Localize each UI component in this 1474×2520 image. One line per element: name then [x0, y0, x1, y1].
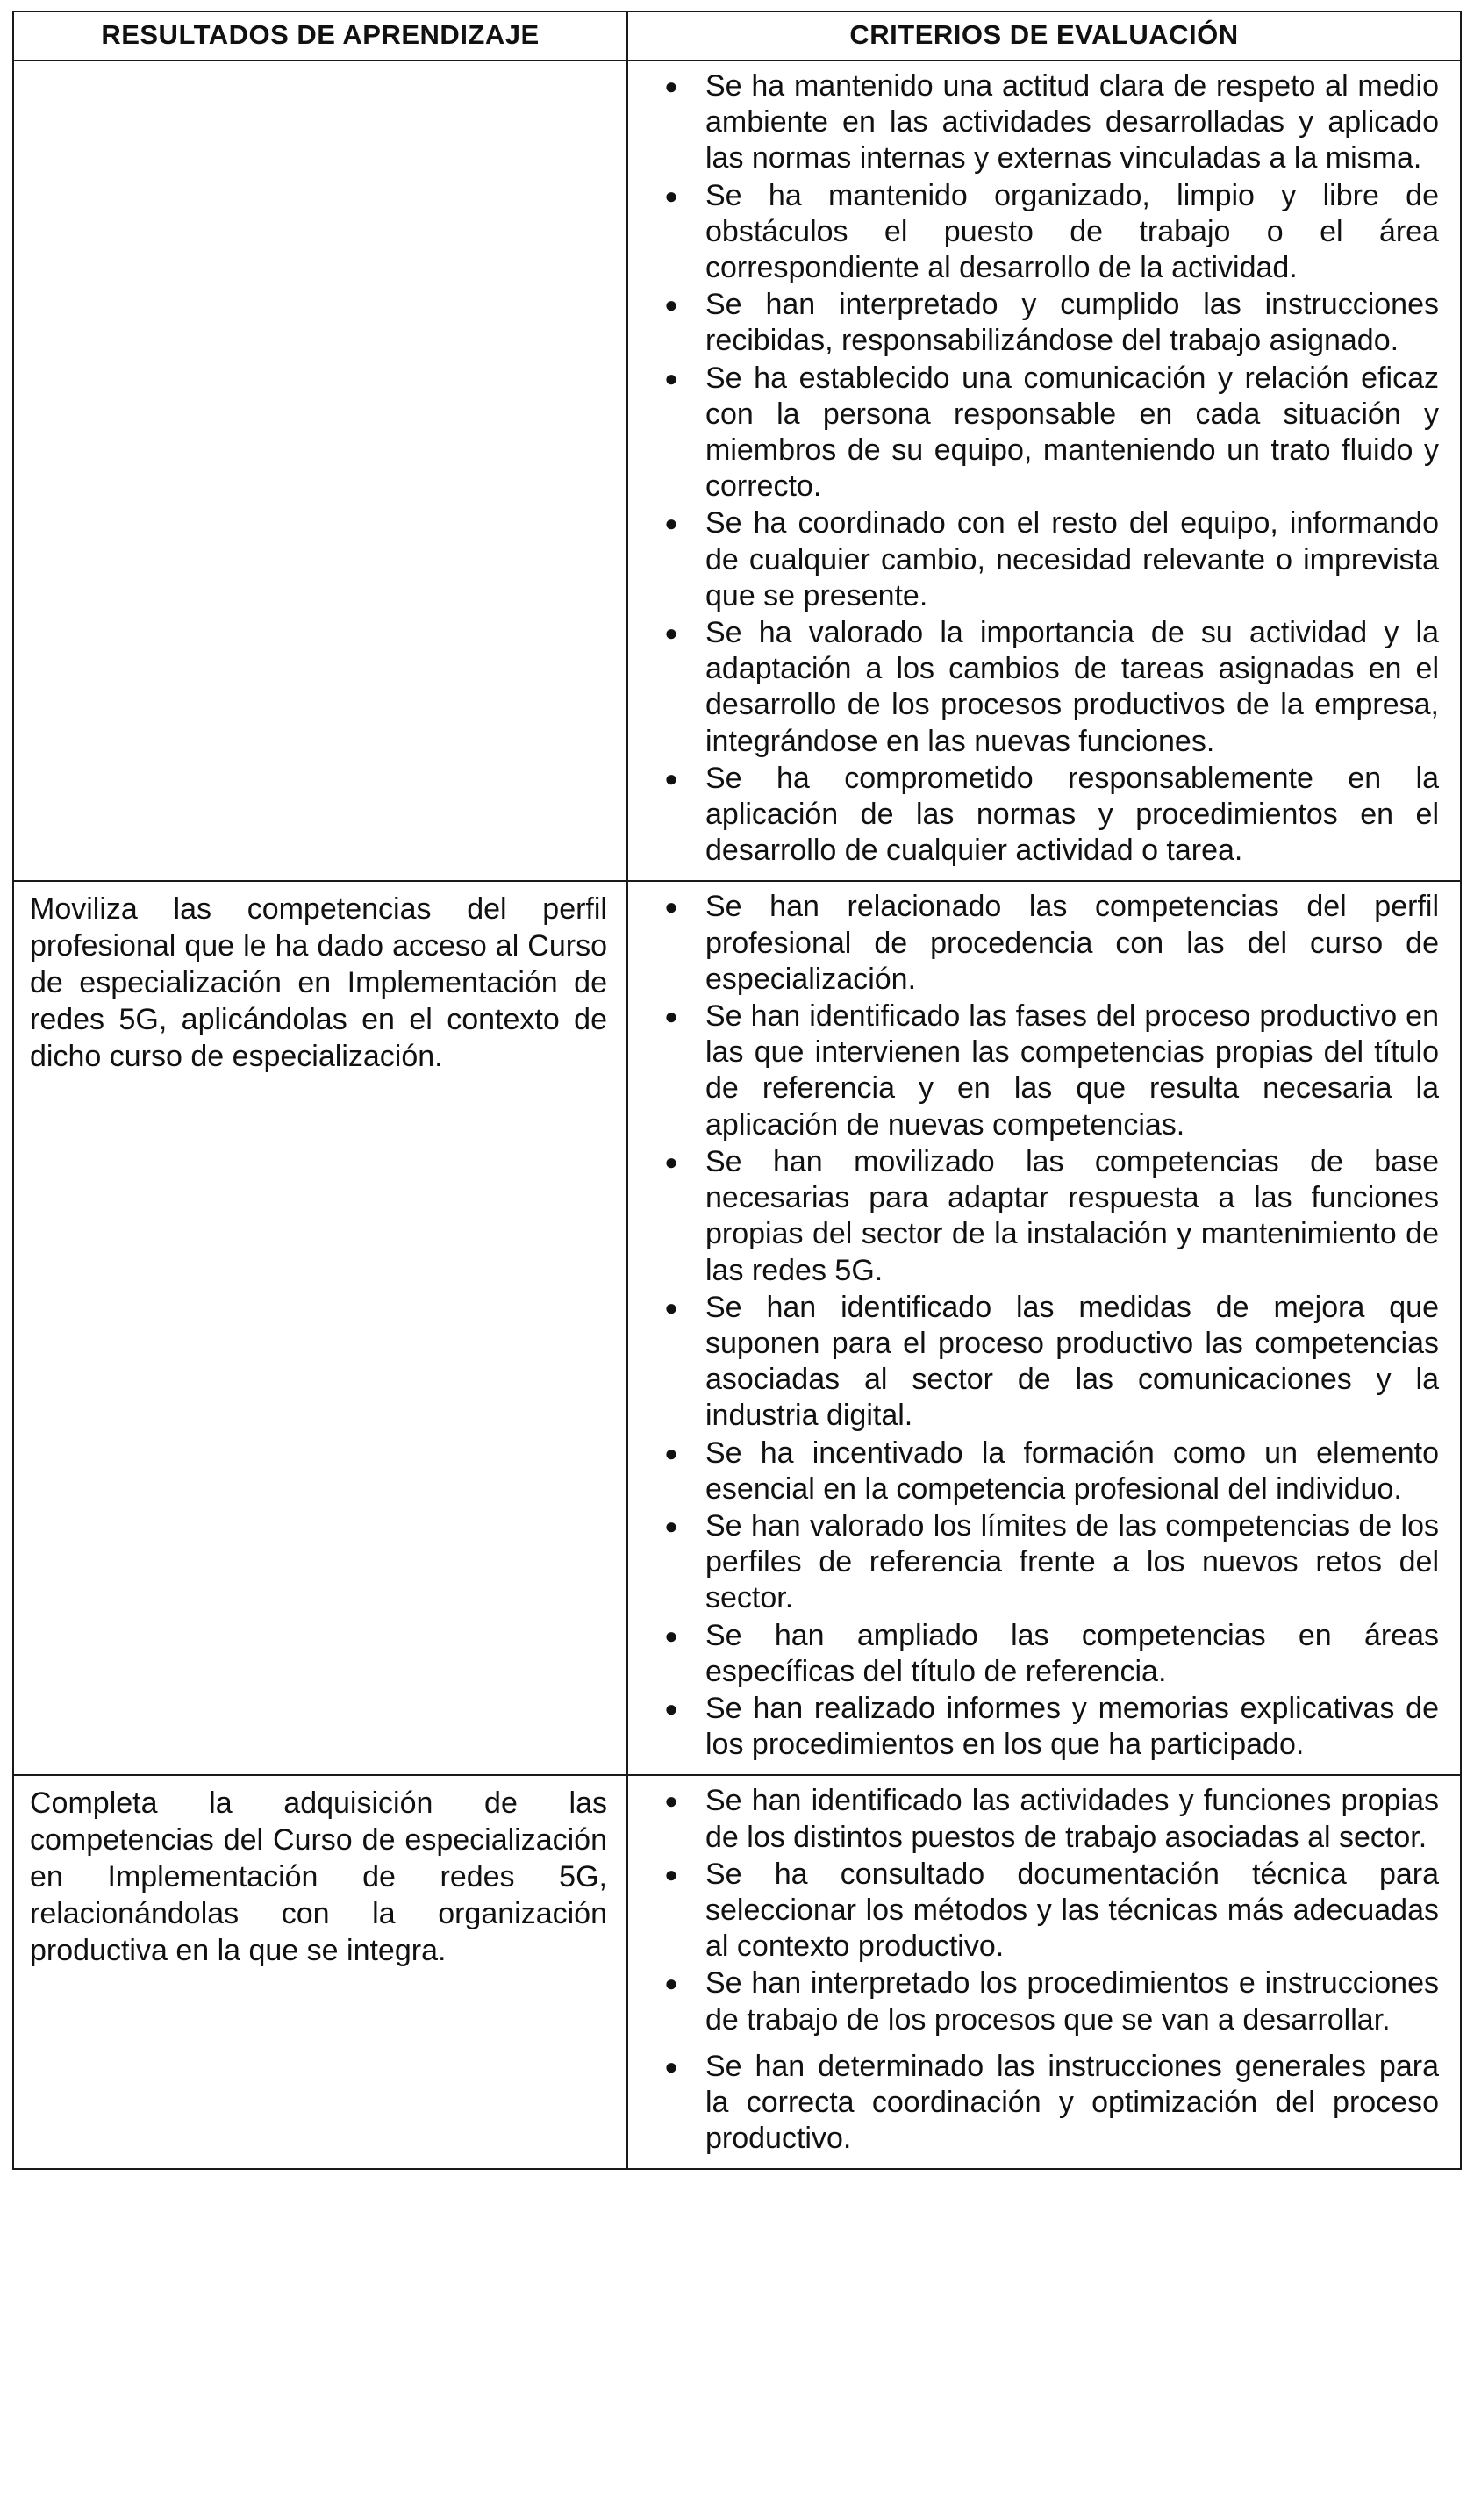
bullet-icon: ●	[664, 1622, 678, 1649]
criteria-text: Se ha comprometido responsablemente en la aplicación de las normas y procedimientos en el desarrollo de cualquier actividad o tarea.	[705, 761, 1439, 868]
bullet-icon: ●	[664, 619, 678, 647]
criteria-text: Se han identificado las actividades y funciones propias de los distintos puestos de trabajo asociadas al sector.	[705, 1784, 1439, 1854]
bullet-icon: ●	[664, 1003, 678, 1030]
criteria-text: Se han determinado las instrucciones generales para la correcta coordinación y optimización del proceso productivo.	[705, 2049, 1439, 2156]
learning-result-cell: Moviliza las competencias del perfil profesional que le ha dado acceso al Curso de especialización en Implementación de redes 5G, aplicándolas en el contexto de dicho curso de especialización.	[13, 881, 627, 1775]
criteria-text: Se ha valorado la importancia de su actividad y la adaptación a los cambios de tareas asignadas en el desarrollo de los procesos productivos de la empresa, integrándose en las nuevas funciones.	[705, 616, 1439, 758]
criteria-text: Se han ampliado las competencias en áreas específicas del título de referencia.	[705, 1618, 1439, 1688]
criteria-text: Se ha mantenido organizado, limpio y libre de obstáculos el puesto de trabajo o el área correspondiente al desarrollo de la actividad.	[705, 178, 1439, 285]
criteria-item	[640, 1783, 1439, 1855]
evaluation-criteria-table	[12, 11, 1462, 2170]
criteria-item	[640, 505, 1439, 614]
criteria-item	[640, 889, 1439, 998]
header-learning-results: RESULTADOS DE APRENDIZAJE	[13, 11, 627, 61]
bullet-icon: ●	[664, 893, 678, 920]
criteria-text: Se ha coordinado con el resto del equipo, informando de cualquier cambio, necesidad relevante o imprevista que se presente.	[705, 506, 1439, 612]
learning-result-cell: Completa la adquisición de las competencias del Curso de especialización en Implementación de redes 5G, relacionándolas con la organización productiva en la que se integra.	[13, 1775, 627, 2169]
table-row	[13, 1775, 1461, 2169]
header-evaluation-criteria: CRITERIOS DE EVALUACIÓN	[627, 11, 1461, 61]
criteria-item	[640, 1857, 1439, 1965]
bullet-icon: ●	[664, 1512, 678, 1539]
criteria-item	[640, 999, 1439, 1143]
criteria-item	[640, 2049, 1439, 2158]
criteria-item	[640, 68, 1439, 177]
bullet-icon: ●	[664, 182, 678, 209]
criteria-item	[640, 1618, 1439, 1690]
criteria-item	[640, 761, 1439, 870]
criteria-text: Se han valorado los límites de las competencias de los perfiles de referencia frente a los nuevos retos del sector.	[705, 1508, 1439, 1615]
criteria-item	[640, 1965, 1439, 2037]
criteria-text: Se han identificado las fases del proceso productivo en las que intervienen las competencias propias del título de referencia y en las que resulta necesaria la aplicación de nuevas competencias.	[705, 999, 1439, 1142]
bullet-icon: ●	[664, 1293, 678, 1321]
criteria-text: Se han realizado informes y memorias explicativas de los procedimientos en los que ha participado.	[705, 1691, 1439, 1762]
criteria-item	[640, 287, 1439, 359]
criteria-text: Se ha mantenido una actitud clara de respeto al medio ambiente en las actividades desarrolladas y aplicado las normas internas y externas vinculadas a la misma.	[705, 69, 1439, 175]
criteria-list	[640, 889, 1439, 1763]
bullet-icon: ●	[664, 1148, 678, 1175]
criteria-item	[640, 1144, 1439, 1289]
bullet-icon: ●	[664, 364, 678, 391]
criteria-text: Se han relacionado las competencias del perfil profesional de procedencia con las del curso de especialización.	[705, 890, 1439, 996]
bullet-icon: ●	[664, 510, 678, 537]
criteria-text: Se ha establecido una comunicación y relación eficaz con la persona responsable en cada situación y miembros de su equipo, manteniendo un trato fluido y correcto.	[705, 361, 1439, 504]
criteria-item	[640, 361, 1439, 505]
criteria-item	[640, 178, 1439, 287]
criteria-item	[640, 1691, 1439, 1763]
table-row	[13, 881, 1461, 1775]
criteria-cell	[627, 1775, 1461, 2169]
criteria-text: Se han movilizado las competencias de base necesarias para adaptar respuesta a las funciones propias del sector de la instalación y mantenimiento de las redes 5G.	[705, 1144, 1439, 1287]
criteria-cell	[627, 61, 1461, 881]
criteria-item	[640, 615, 1439, 760]
bullet-icon: ●	[664, 1970, 678, 1997]
bullet-icon: ●	[664, 291, 678, 319]
bullet-icon: ●	[664, 1694, 678, 1722]
bullet-icon: ●	[664, 1787, 678, 1815]
criteria-text: Se han interpretado y cumplido las instrucciones recibidas, responsabilizándose del trabajo asignado.	[705, 288, 1439, 358]
criteria-text: Se han identificado las medidas de mejora que suponen para el proceso productivo las competencias asociadas al sector de las comunicaciones y la industria digital.	[705, 1290, 1439, 1433]
criteria-text: Se ha incentivado la formación como un elemento esencial en la competencia profesional del individuo.	[705, 1435, 1439, 1506]
criteria-text: Se han interpretado los procedimientos e instrucciones de trabajo de los procesos que se van a desarrollar.	[705, 1966, 1439, 2037]
bullet-icon: ●	[664, 73, 678, 99]
bullet-icon: ●	[664, 1439, 678, 1466]
criteria-text: Se ha consultado documentación técnica para seleccionar los métodos y las técnicas más adecuadas al contexto productivo.	[705, 1857, 1439, 1964]
criteria-item	[640, 1508, 1439, 1617]
criteria-list	[640, 68, 1439, 869]
table-header-row	[13, 11, 1461, 61]
criteria-cell	[627, 881, 1461, 1775]
bullet-icon: ●	[664, 764, 678, 791]
table-row	[13, 61, 1461, 881]
criteria-list	[640, 1783, 1439, 2157]
criteria-item	[640, 1290, 1439, 1435]
criteria-item	[640, 1435, 1439, 1507]
learning-result-cell	[13, 61, 627, 881]
bullet-icon: ●	[664, 2052, 678, 2080]
table-body	[13, 61, 1461, 2169]
bullet-icon: ●	[664, 1860, 678, 1887]
